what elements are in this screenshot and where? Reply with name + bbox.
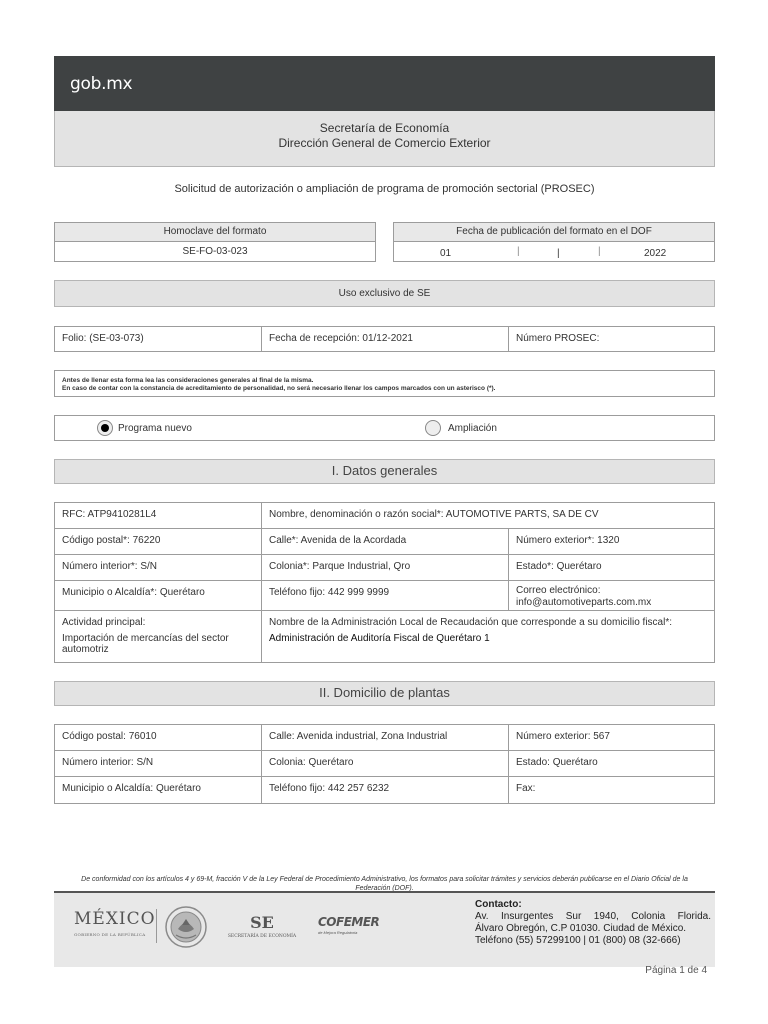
plantas-numero-exterior-field[interactable]: Número exterior: 567 — [509, 725, 714, 751]
cofemer-logo-text: COFEMER — [318, 915, 380, 929]
homoclave-label: Homoclave del formato — [55, 223, 375, 242]
fecha-dof-box — [393, 222, 715, 262]
datos-generales-table — [54, 502, 715, 663]
plantas-estado-field[interactable]: Estado: Querétaro — [509, 751, 714, 777]
correo-field[interactable] — [509, 581, 714, 611]
mexico-logo — [74, 909, 154, 937]
fecha-separator-1: | — [517, 246, 520, 257]
fecha-recepcion-field[interactable]: Fecha de recepción: 01/12-2021 — [262, 327, 509, 351]
fecha-day: 01 — [440, 248, 452, 259]
logo-divider — [156, 909, 157, 943]
numero-prosec-field[interactable]: Número PROSEC: — [516, 333, 600, 344]
dept-line-2: Dirección General de Comercio Exterior — [278, 136, 491, 150]
fecha-separator-2: | — [598, 246, 601, 257]
gobmx-logo — [70, 74, 132, 94]
plantas-municipio-field[interactable]: Municipio o Alcaldía: Querétaro — [55, 777, 262, 803]
rfc-field[interactable]: RFC: ATP9410281L4 — [55, 503, 262, 529]
actividad-label: Actividad principal: — [62, 617, 146, 628]
footer-band — [54, 891, 715, 967]
numero-exterior-field[interactable]: Número exterior*: 1320 — [509, 529, 714, 555]
logo-dot: . — [101, 74, 107, 94]
department-band — [54, 111, 715, 167]
contact-title: Contacto: — [475, 899, 522, 910]
plantas-codigo-postal-field[interactable]: Código postal: 76010 — [55, 725, 262, 751]
codigo-postal-field[interactable]: Código postal*: 76220 — [55, 529, 262, 555]
dept-line-1: Secretaría de Economía — [319, 121, 450, 135]
domicilio-plantas-table — [54, 724, 715, 804]
actividad-value: Importación de mercancías del sector automotriz — [62, 633, 229, 655]
nombre-field[interactable]: Nombre, denominación o razón social*: AUTOMOTIVE PARTS, SA DE CV — [262, 503, 714, 529]
correo-label: Correo electrónico: — [516, 585, 601, 596]
plantas-numero-interior-field[interactable]: Número interior: S/N — [55, 751, 262, 777]
estado-field[interactable]: Estado*: Querétaro — [509, 555, 714, 581]
calle-field[interactable]: Calle*: Avenida de la Acordada — [262, 529, 509, 555]
se-logo-subtitle: SECRETARÍA DE ECONOMÍA — [227, 934, 297, 939]
section-datos-generales-title: I. Datos generales — [54, 459, 715, 484]
contact-address-2: Álvaro Obregón, C.P 01030. Ciudad de México. — [475, 923, 687, 934]
admin-label: Nombre de la Administración Local de Recaudación que corresponde a su domicilio fiscal*: — [269, 617, 672, 628]
legal-footnote: De conformidad con los artículos 4 y 69-M, fracción V de la Ley Federal de Procedimiento Administrativo, los formatos para solicitar trámites y servicios deberán publicarse en el Diario Oficial de la Federación (DOF). — [81, 876, 688, 891]
logo-text-gob: gob — [70, 74, 102, 94]
mexico-logo-subtitle: GOBIERNO DE LA REPÚBLICA — [74, 932, 146, 937]
program-type-group — [54, 415, 715, 441]
notice-line-2: En caso de contar con la constancia de acreditamiento de personalidad, no será necesario llenar los campos marcados con un asterisco (*). — [62, 385, 496, 392]
ampliacion-label: Ampliación — [448, 423, 497, 434]
radio-ampliacion[interactable] — [425, 420, 441, 436]
fecha-dof-label: Fecha de publicación del formato en el DOF — [394, 223, 714, 242]
colonia-field[interactable]: Colonia*: Parque Industrial, Qro — [262, 555, 509, 581]
fecha-month: | — [557, 248, 560, 259]
instructions-notice — [54, 370, 715, 397]
section-domicilio-plantas-title: II. Domicilio de plantas — [54, 681, 715, 706]
logo-text-mx: mx — [106, 74, 133, 94]
correo-value: info@automotiveparts.com.mx — [516, 597, 652, 608]
plantas-colonia-field[interactable]: Colonia: Querétaro — [262, 751, 509, 777]
contact-phone: Teléfono (55) 57299100 | 01 (800) 08 (32-666) — [475, 935, 681, 946]
page-number: Página 1 de 4 — [645, 965, 707, 976]
mexico-logo-text: MÉXICO — [74, 909, 156, 929]
form-title: Solicitud de autorización o ampliación de programa de promoción sectorial (PROSEC) — [174, 183, 595, 195]
national-seal-icon — [164, 905, 208, 949]
programa-nuevo-label: Programa nuevo — [118, 423, 192, 434]
contact-block — [475, 899, 711, 947]
homoclave-value: SE-FO-03-023 — [182, 246, 248, 257]
cofemer-logo — [318, 915, 382, 935]
uso-exclusivo-row — [54, 326, 715, 352]
plantas-fax-field[interactable]: Fax: — [516, 783, 536, 794]
actividad-field[interactable] — [55, 611, 262, 662]
homoclave-box — [54, 222, 376, 262]
radio-programa-nuevo[interactable] — [97, 420, 113, 436]
plantas-telefono-field[interactable]: Teléfono fijo: 442 257 6232 — [262, 777, 509, 803]
folio-field[interactable]: Folio: (SE-03-073) — [55, 327, 262, 351]
telefono-field[interactable]: Teléfono fijo: 442 999 9999 — [262, 581, 509, 611]
numero-interior-field[interactable]: Número interior*: S/N — [55, 555, 262, 581]
cofemer-logo-subtitle: de Mejora Regulatoria — [318, 930, 358, 935]
fecha-year: 2022 — [644, 248, 667, 259]
admin-value: Administración de Auditoría Fiscal de Querétaro 1 — [269, 633, 490, 644]
admin-recaudacion-field[interactable] — [262, 611, 714, 662]
notice-line-1: Antes de llenar esta forma lea las consideraciones generales al final de la misma. — [62, 377, 314, 384]
uso-exclusivo-header: Uso exclusivo de SE — [54, 280, 715, 307]
municipio-field[interactable]: Municipio o Alcaldía*: Querétaro — [55, 581, 262, 611]
se-logo-text: SE — [250, 913, 274, 932]
contact-address-1: Av. Insurgentes Sur 1940, Colonia Florida. — [475, 911, 711, 922]
se-logo — [224, 913, 300, 939]
top-header-bar — [54, 56, 715, 111]
plantas-calle-field[interactable]: Calle: Avenida industrial, Zona Industrial — [262, 725, 509, 751]
